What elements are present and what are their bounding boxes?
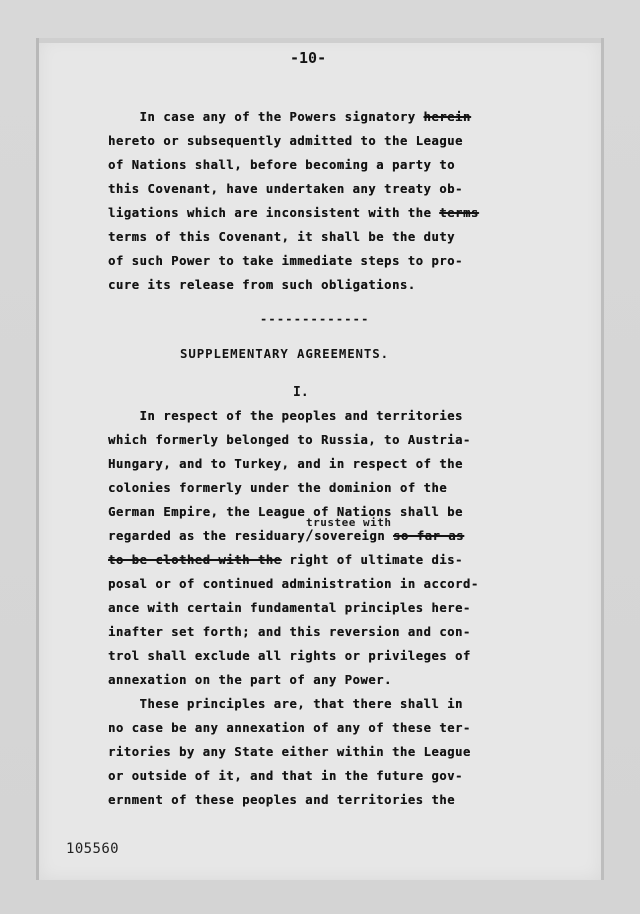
separator-rule: ------------- <box>260 312 370 326</box>
text-line: German Empire, the League of Nations shall be <box>108 505 463 519</box>
text-line: In respect of the peoples and territories <box>108 409 463 423</box>
text-line: of Nations shall, before becoming a party to <box>108 158 456 172</box>
struck-word: terms <box>439 206 479 220</box>
struck-phrase: so far as <box>393 529 465 543</box>
text-line: posal or of continued administration in accord- <box>108 577 479 591</box>
text-line: of such Power to take immediate steps to pro- <box>108 254 463 268</box>
text-line: ernment of these peoples and territories the <box>108 793 456 807</box>
struck-word: herein <box>423 110 471 124</box>
text-line: no case be any annexation of any of these ter- <box>108 721 471 735</box>
document-id-stamp: 105560 <box>66 841 119 857</box>
text-line: colonies formerly under the dominion of the <box>108 481 448 495</box>
struck-phrase: to be clothed with the <box>108 553 282 567</box>
text-line: cure its release from such obligations. <box>108 278 416 292</box>
text-line: hereto or subsequently admitted to the League <box>108 134 463 148</box>
text-line: ligations which are inconsistent with the terms <box>108 206 479 220</box>
text-line: or outside of it, and that in the future gov- <box>108 769 463 783</box>
section-number: I. <box>293 385 309 400</box>
section-heading: SUPPLEMENTARY AGREEMENTS. <box>180 346 389 361</box>
text-line: trol shall exclude all rights or privileges of <box>108 649 471 663</box>
text-line: which formerly belonged to Russia, to Austria- <box>108 433 471 447</box>
text-line: Hungary, and to Turkey, and in respect of the <box>108 457 463 471</box>
text-line: terms of this Covenant, it shall be the duty <box>108 230 456 244</box>
text-line: In case any of the Powers signatory herein <box>108 110 471 124</box>
insertion-caret: / <box>305 528 315 544</box>
text-line: ritories by any State either within the League <box>108 745 471 759</box>
text-line: regarded as the residuary/sovereign so far as <box>108 528 465 544</box>
text-line: annexation on the part of any Power. <box>108 673 392 687</box>
page-number: -10- <box>290 49 327 67</box>
text-line: ance with certain fundamental principles here- <box>108 601 471 615</box>
text-line: to be clothed with the right of ultimate dis- <box>108 553 463 567</box>
text-line: inafter set forth; and this reversion and con- <box>108 625 471 639</box>
text-line: These principles are, that there shall in <box>108 697 463 711</box>
text-line: this Covenant, have undertaken any treaty ob- <box>108 182 463 196</box>
handwritten-insertion: trustee with <box>306 516 392 529</box>
